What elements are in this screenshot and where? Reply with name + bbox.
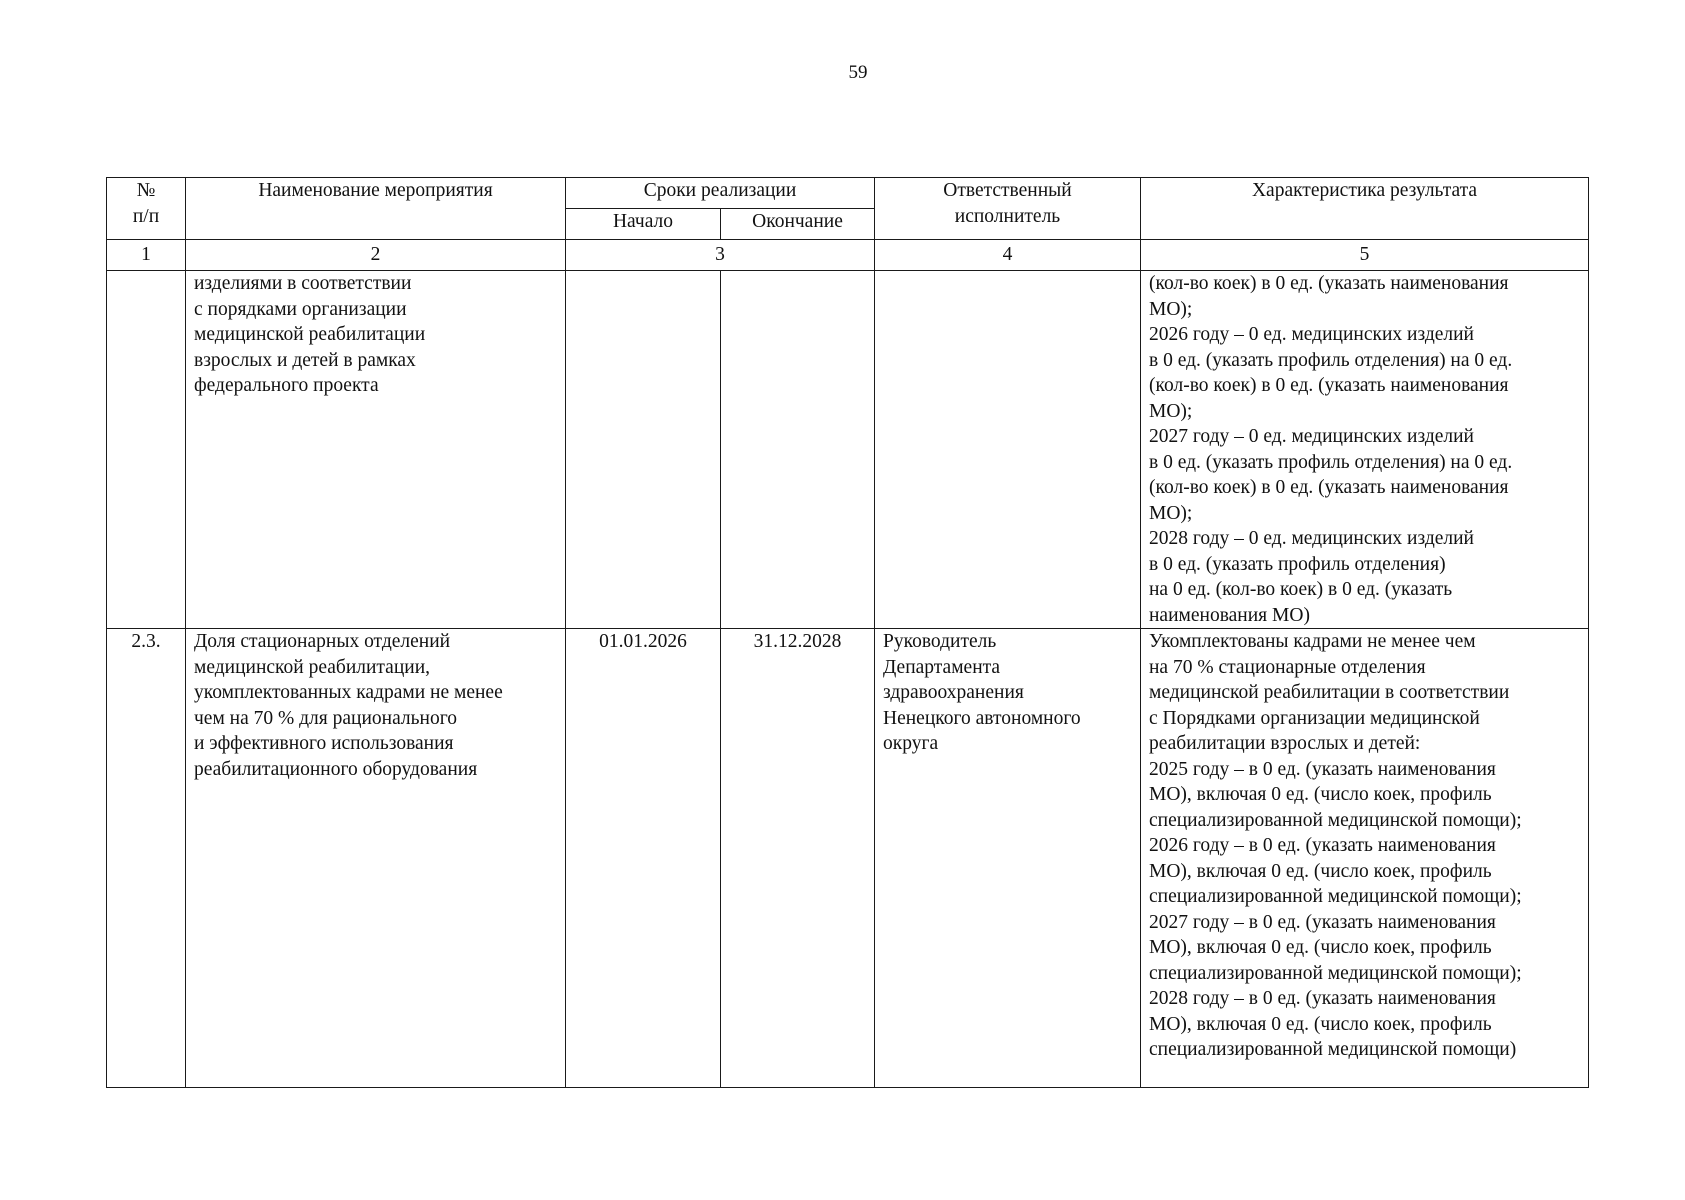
activities-table [106, 177, 1589, 1088]
header-number-line: № [136, 180, 156, 201]
text-line: в 0 ед. (указать профиль отделения) на 0 ед. [1149, 349, 1513, 371]
text-line: (кол-во коек) в 0 ед. (указать наименования [1149, 273, 1509, 294]
table-header [107, 178, 1589, 271]
column-number-row [107, 240, 1589, 271]
header-responsible [875, 178, 1141, 240]
text-line: 2026 году – 0 ед. медицинских изделий [1149, 324, 1474, 345]
page-number: 59 [848, 62, 868, 83]
text-line: чем на 70 % для рационального [194, 707, 457, 729]
column-number: 4 [875, 240, 1141, 271]
text-line: 2027 году – 0 ед. медицинских изделий [1149, 426, 1474, 447]
header-activity-name: Наименование мероприятия [186, 178, 566, 240]
text-line: специализированной медицинской помощи) [1149, 1039, 1517, 1060]
end-date-cell [721, 271, 875, 629]
activity-name-cell [186, 629, 566, 1088]
activity-name-cell [186, 271, 566, 629]
result-cell [1141, 629, 1589, 1088]
text-line: (кол-во коек) в 0 ед. (указать наименования [1149, 375, 1509, 396]
text-line: Ненецкого автономного [883, 707, 1081, 729]
text-line: 2027 году – в 0 ед. (указать наименования [1149, 911, 1496, 933]
row-number-cell: 2.3. [107, 629, 186, 1088]
text-line: 2028 году – в 0 ед. (указать наименования [1149, 988, 1496, 1009]
start-date-cell [566, 271, 721, 629]
text-line: специализированной медицинской помощи); [1149, 962, 1522, 984]
text-line: 2028 году – 0 ед. медицинских изделий [1149, 528, 1474, 549]
text-line: специализированной медицинской помощи); [1149, 809, 1522, 831]
text-line: с порядками организации [194, 298, 407, 320]
header-start: Начало [566, 209, 721, 240]
text-line: здравоохранения [883, 682, 1024, 703]
column-number: 5 [1141, 240, 1589, 271]
column-number: 2 [186, 240, 566, 271]
text-line: укомплектованных кадрами не менее [194, 682, 503, 703]
text-line: реабилитационного оборудования [194, 758, 478, 780]
responsible-cell [875, 629, 1141, 1088]
column-number: 3 [566, 240, 875, 271]
text-line: Департамента [883, 656, 1001, 678]
text-line: федерального проекта [194, 375, 379, 396]
text-line: Руководитель [883, 631, 997, 652]
text-line: и эффективного использования [194, 733, 454, 754]
text-line: 2026 году – в 0 ед. (указать наименования [1149, 835, 1496, 856]
text-line: медицинской реабилитации, [194, 656, 431, 678]
result-cell [1141, 271, 1589, 629]
table-row [107, 629, 1589, 1088]
text-line: МО), включая 0 ед. (число коек, профиль [1149, 860, 1492, 882]
text-line: специализированной медицинской помощи); [1149, 886, 1522, 907]
responsible-cell [875, 271, 1141, 629]
start-date-cell: 01.01.2026 [566, 629, 721, 1088]
text-line: на 0 ед. (кол-во коек) в 0 ед. (указать [1149, 579, 1453, 600]
text-line: медицинской реабилитации в соответствии [1149, 682, 1510, 703]
table-row [107, 271, 1589, 629]
text-line: Укомплектованы кадрами не менее чем [1149, 631, 1476, 652]
text-line: в 0 ед. (указать профиль отделения) на 0 ед. [1149, 451, 1513, 473]
text-line: наименования МО) [1149, 604, 1310, 626]
text-line: в 0 ед. (указать профиль отделения) [1149, 553, 1446, 575]
header-number [107, 178, 186, 240]
header-end: Окончание [721, 209, 875, 240]
text-line: округа [883, 733, 939, 754]
text-line: МО); [1149, 298, 1193, 320]
text-line: МО), включая 0 ед. (число коек, профиль [1149, 784, 1492, 805]
text-line: реабилитации взрослых и детей: [1149, 733, 1421, 754]
column-number: 1 [107, 240, 186, 271]
header-responsible-line: Ответственный [943, 180, 1072, 201]
header-terms: Сроки реализации [566, 178, 875, 209]
header-number-line: п/п [132, 205, 160, 227]
text-line: МО), включая 0 ед. (число коек, профиль [1149, 1013, 1492, 1035]
end-date-cell: 31.12.2028 [721, 629, 875, 1088]
row-number-cell [107, 271, 186, 629]
text-line: 2025 году – в 0 ед. (указать наименования [1149, 758, 1496, 780]
header-result: Характеристика результата [1141, 178, 1589, 240]
text-line: с Порядками организации медицинской [1149, 707, 1480, 729]
text-line: взрослых и детей в рамках [194, 349, 416, 371]
text-line: Доля стационарных отделений [194, 631, 451, 652]
text-line: медицинской реабилитации [194, 324, 426, 345]
text-line: МО), включая 0 ед. (число коек, профиль [1149, 937, 1492, 958]
text-line: МО); [1149, 502, 1193, 524]
header-responsible-line: исполнитель [954, 205, 1061, 227]
text-line: изделиями в соответствии [194, 273, 412, 294]
text-line: МО); [1149, 400, 1193, 422]
text-line: (кол-во коек) в 0 ед. (указать наименования [1149, 477, 1509, 498]
text-line: на 70 % стационарные отделения [1149, 656, 1426, 678]
